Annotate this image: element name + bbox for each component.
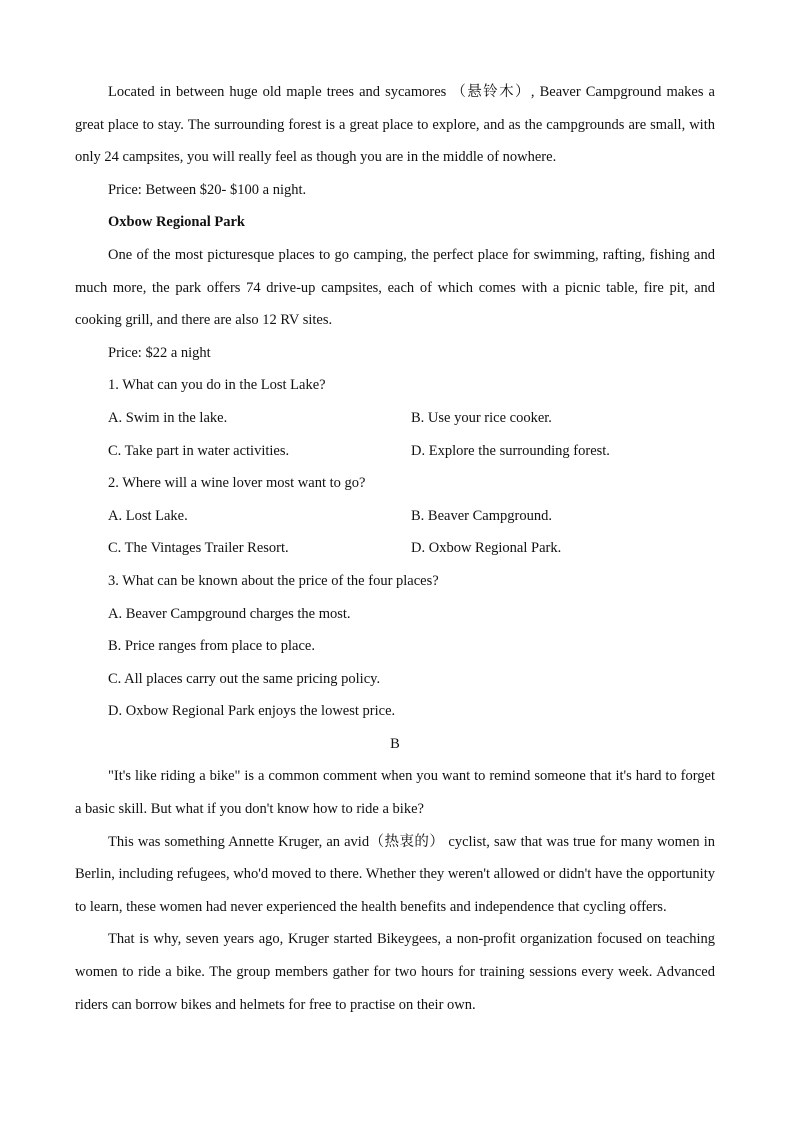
beaver-campground-paragraph: Located in between huge old maple trees and sycamores （悬铃木）, Beaver Campground makes a great place to stay. The surrounding forest is a great place to explore, and as the campgrounds are small, with only 24 campsites, you will really feel as though you are in the middle of nowhere. bbox=[75, 84, 715, 166]
question-3-option-a: A. Beaver Campground charges the most. bbox=[108, 605, 351, 622]
question-1-option-c: C. Take part in water activities. bbox=[108, 442, 290, 459]
passage-b-paragraph-3: That is why, seven years ago, Kruger started Bikeygees, a non-profit organization focused on teaching women to ride a bike. The group members gather for two hours for training sessions every week. Advanced riders can borrow bikes and helmets for free to practise on their own. bbox=[75, 931, 715, 1013]
question-3-option-d: D. Oxbow Regional Park enjoys the lowest price. bbox=[108, 703, 396, 720]
question-1-options-row-2 bbox=[75, 435, 715, 468]
question-2-options-row-2 bbox=[75, 532, 715, 565]
question-1-stem: 1. What can you do in the Lost Lake? bbox=[108, 377, 326, 394]
oxbow-park-heading: Oxbow Regional Park bbox=[108, 214, 245, 231]
question-3-stem: 3. What can be known about the price of the four places? bbox=[108, 572, 439, 589]
question-2-option-c: C. The Vintages Trailer Resort. bbox=[108, 540, 289, 557]
question-3-option-b: B. Price ranges from place to place. bbox=[108, 638, 315, 655]
question-2-option-b: B. Beaver Campground. bbox=[411, 507, 552, 524]
beaver-campground-price: Price: Between $20- $100 a night. bbox=[108, 181, 307, 198]
question-1-option-b: B. Use your rice cooker. bbox=[411, 409, 552, 426]
question-2-option-d: D. Oxbow Regional Park. bbox=[411, 540, 562, 557]
passage-b-letter: B bbox=[390, 735, 400, 752]
question-1-options-row-1 bbox=[75, 402, 715, 435]
document-page bbox=[75, 76, 715, 1021]
oxbow-park-price: Price: $22 a night bbox=[108, 344, 211, 361]
question-1-option-a: A. Swim in the lake. bbox=[108, 409, 228, 426]
question-2-option-a: A. Lost Lake. bbox=[108, 507, 188, 524]
question-2-stem: 2. Where will a wine lover most want to go? bbox=[108, 475, 366, 492]
question-3-option-c: C. All places carry out the same pricing policy. bbox=[108, 670, 381, 687]
question-1-option-d: D. Explore the surrounding forest. bbox=[411, 442, 610, 459]
passage-b-paragraph-2: This was something Annette Kruger, an avid（热衷的） cyclist, saw that was true for many women in Berlin, including refugees, who'd moved to there. Whether they weren't allowed or didn't have the opportunity to learn, these women had never experienced the health benefits and independence that cycling offers. bbox=[75, 833, 715, 915]
passage-b-paragraph-1: "It's like riding a bike" is a common comment when you want to remind someone that it's hard to forget a basic skill. But what if you don't know how to ride a bike? bbox=[75, 768, 715, 818]
question-2-options-row-1 bbox=[75, 500, 715, 533]
oxbow-park-paragraph: One of the most picturesque places to go camping, the perfect place for swimming, rafting, fishing and much more, the park offers 74 drive-up campsites, each of which comes with a picnic table, fire pit, and cooking grill, and there are also 12 RV sites. bbox=[75, 246, 715, 329]
